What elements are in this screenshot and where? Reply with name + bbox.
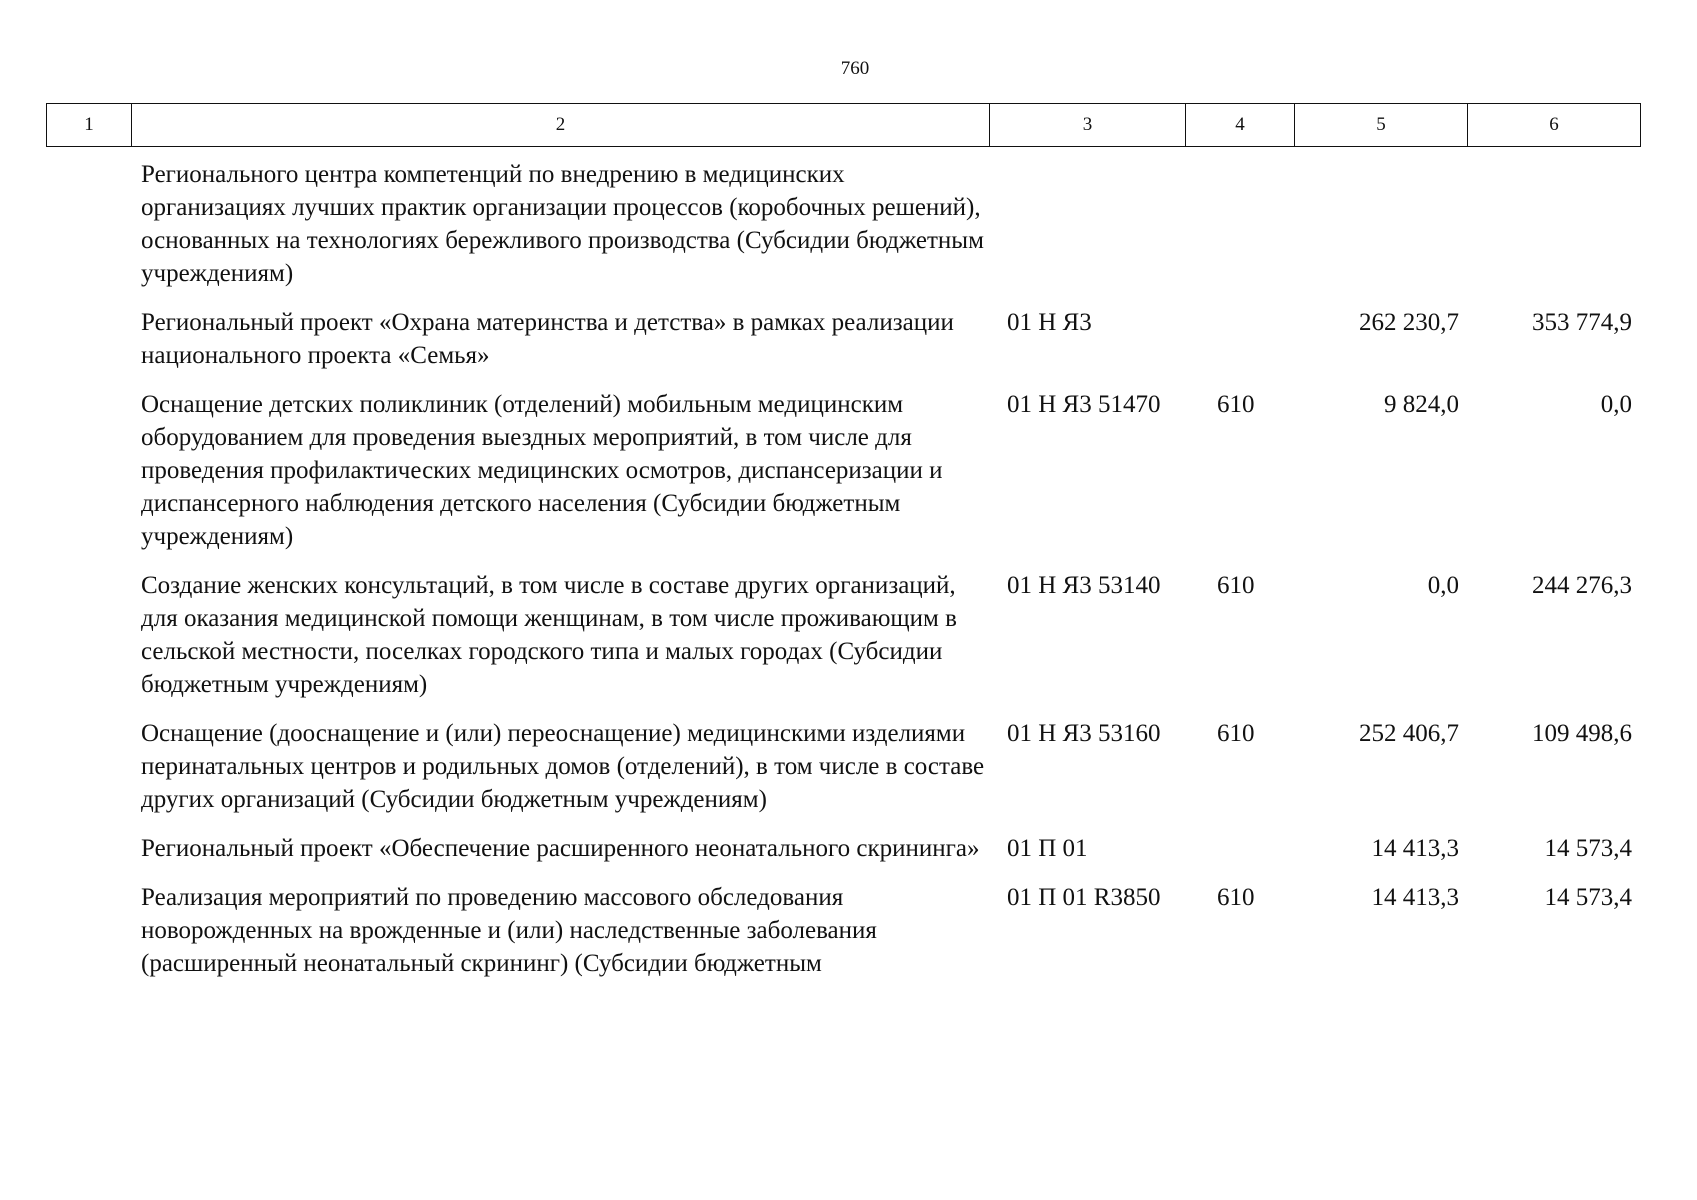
row-value-6: 14 573,4 xyxy=(1544,835,1632,862)
budget-table-body xyxy=(46,158,1640,996)
row-code: 01 П 01 xyxy=(1007,835,1088,862)
row-value-5: 252 406,7 xyxy=(1359,720,1459,747)
row-code: 01 П 01 R3850 xyxy=(1007,884,1161,911)
row-type: 610 xyxy=(1217,720,1255,747)
column-header-4: 4 xyxy=(1186,104,1295,147)
row-value-5 xyxy=(1294,158,1467,306)
column-header-3: 3 xyxy=(990,104,1186,147)
row-value-6: 14 573,4 xyxy=(1544,884,1632,911)
column-header-6: 6 xyxy=(1468,104,1641,147)
row-code xyxy=(999,158,1185,306)
row-type xyxy=(1185,158,1294,306)
table-row xyxy=(46,569,1640,717)
row-value-6: 244 276,3 xyxy=(1532,572,1632,599)
row-name: Оснащение (дооснащение и (или) переоснащение) медицинскими изделиями перинатальных центров и родильных домов (отделений), в том числе в составе других организаций (Субсидии бюджетным учреждениям) xyxy=(141,720,985,813)
row-type xyxy=(1185,832,1294,881)
row-name: Регионального центра компетенций по внедрению в медицинских организациях лучших практик организации процессов (коробочных решений), основанных на технологиях бережливого производства (Субсидии бюджетным учреждениям) xyxy=(141,161,984,287)
row-type: 610 xyxy=(1217,572,1255,599)
row-code: 01 Н Я3 53160 xyxy=(1007,720,1161,747)
row-type: 610 xyxy=(1217,391,1255,418)
column-header-2: 2 xyxy=(132,104,990,147)
row-value-6 xyxy=(1467,158,1640,306)
row-value-5: 14 413,3 xyxy=(1371,835,1459,862)
row-code: 01 Н Я3 53140 xyxy=(1007,572,1161,599)
row-name: Реализация мероприятий по проведению массового обследования новорожденных на врожденные и (или) наследственные заболевания (расширенный неонатальный скрининг) (Субсидии бюджетным xyxy=(141,884,877,977)
column-header-row xyxy=(47,104,1641,147)
row-value-6: 0,0 xyxy=(1600,391,1632,418)
row-value-6: 109 498,6 xyxy=(1532,720,1632,747)
table-row xyxy=(46,881,1640,996)
table-row xyxy=(46,388,1640,569)
table-row xyxy=(46,158,1640,306)
row-code: 01 Н Я3 xyxy=(1007,309,1092,336)
table-row xyxy=(46,306,1640,388)
row-name: Создание женских консультаций, в том числе в составе других организаций, для оказания медицинской помощи женщинам, в том числе проживающим в сельской местности, поселках городского типа и малых городах (Субсидии бюджетным учреждениям) xyxy=(141,572,957,698)
row-value-5: 262 230,7 xyxy=(1359,309,1459,336)
column-header-5: 5 xyxy=(1295,104,1468,147)
row-code: 01 Н Я3 51470 xyxy=(1007,391,1161,418)
row-name: Региональный проект «Охрана материнства и детства» в рамках реализации национального проекта «Семья» xyxy=(141,309,954,369)
row-value-5: 14 413,3 xyxy=(1371,884,1459,911)
row-value-6: 353 774,9 xyxy=(1532,309,1632,336)
row-type xyxy=(1185,306,1294,388)
column-header-table xyxy=(46,103,1641,147)
row-name: Оснащение детских поликлиник (отделений) мобильным медицинским оборудованием для проведения выездных мероприятий, в том числе для проведения профилактических медицинских осмотров, диспансеризации и диспансерного наблюдения детского населения (Субсидии бюджетным учреждениям) xyxy=(141,391,943,550)
table-row xyxy=(46,717,1640,832)
row-name: Региональный проект «Обеспечение расширенного неонатального скрининга» xyxy=(141,835,980,862)
table-row xyxy=(46,832,1640,881)
row-type: 610 xyxy=(1217,884,1255,911)
page-number: 760 xyxy=(840,58,870,79)
row-value-5: 0,0 xyxy=(1427,572,1459,599)
row-value-5: 9 824,0 xyxy=(1384,391,1459,418)
column-header-1: 1 xyxy=(47,104,132,147)
